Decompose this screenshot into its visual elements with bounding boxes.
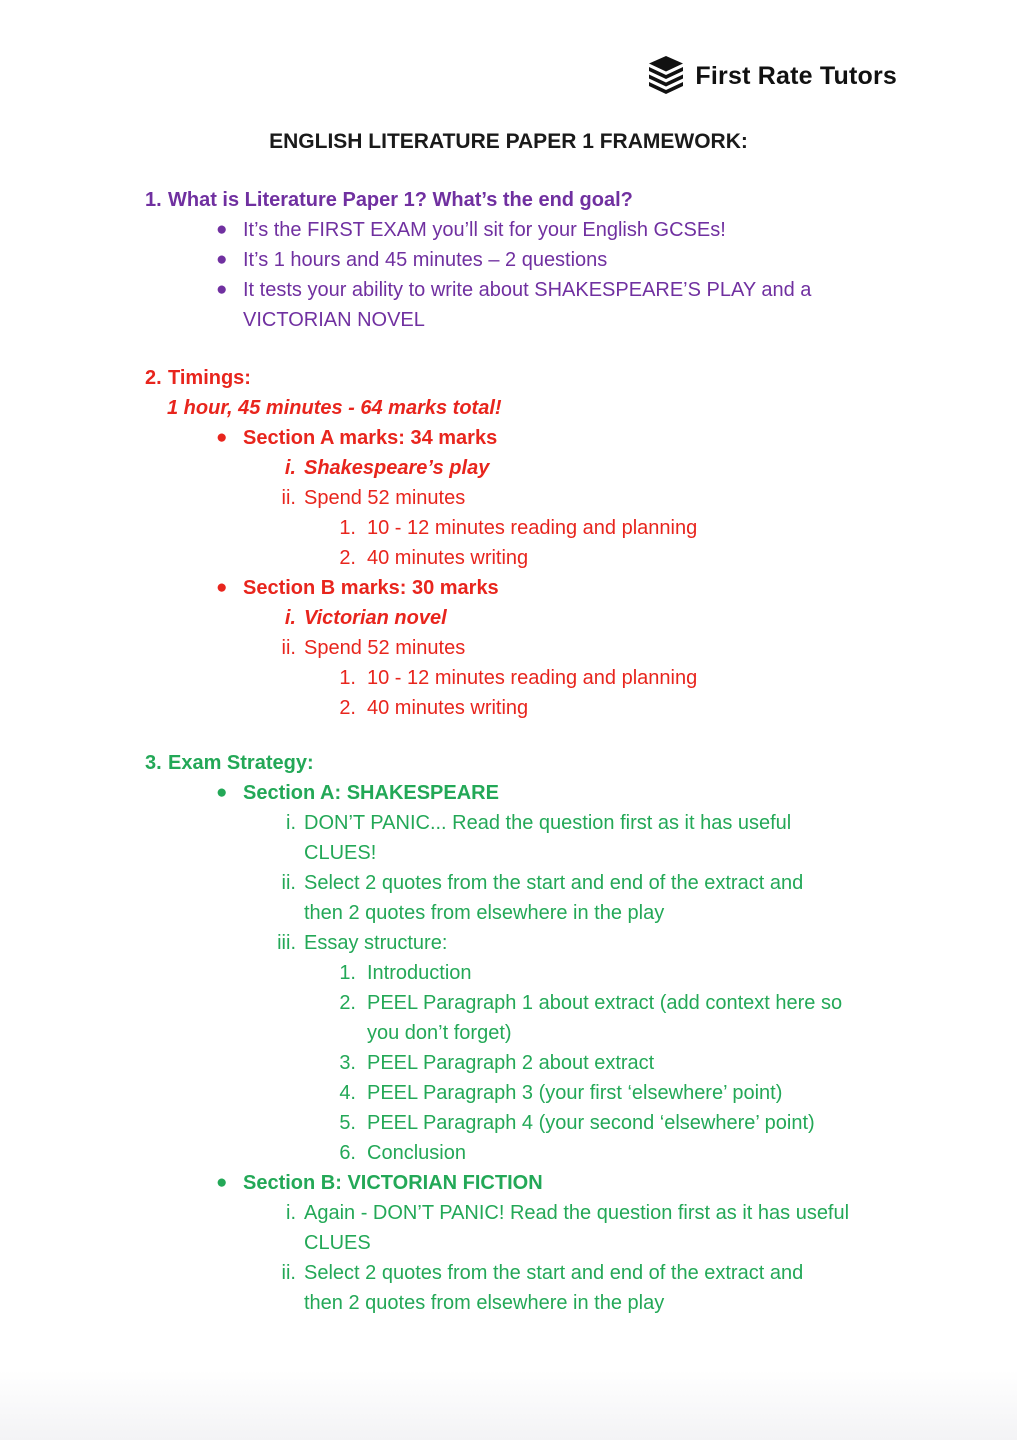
list-item-text: Select 2 quotes from the start and end of the extract and then 2 quotes from elsewhere in the play (304, 872, 804, 924)
list-item-text: Section A: SHAKESPEARE (243, 782, 499, 804)
list-item-text: Section B marks: 30 marks (243, 577, 499, 599)
list-item (0, 483, 1017, 513)
list-item (0, 1108, 1017, 1138)
list-number: 3. (145, 752, 162, 774)
number-marker: 3. (339, 1052, 356, 1074)
bullet-icon: ● (216, 782, 228, 803)
list-item (0, 778, 1017, 808)
subheading-text: 1 hour, 45 minutes - 64 marks total! (167, 397, 502, 419)
list-item-text: Section A marks: 34 marks (243, 427, 498, 449)
bullet-icon: ● (216, 219, 228, 240)
list-item (0, 868, 1017, 928)
list-item-text: 10 - 12 minutes reading and planning (367, 667, 698, 689)
roman-marker: ii. (281, 872, 296, 894)
list-item-text: Essay structure: (304, 932, 448, 954)
section-subheading (0, 393, 1017, 423)
bullet-icon: ● (216, 427, 228, 448)
list-item-text: Introduction (367, 962, 472, 984)
number-marker: 1. (339, 962, 356, 984)
section-heading: Exam Strategy: (168, 752, 314, 774)
roman-marker: iii. (277, 932, 296, 954)
list-item (0, 1168, 1017, 1198)
section-heading-row (0, 748, 1017, 778)
list-item (0, 1198, 1017, 1258)
list-item-text: Spend 52 minutes (304, 637, 466, 659)
page-bottom-shadow (0, 1370, 1017, 1440)
roman-marker: ii. (281, 1262, 296, 1284)
roman-marker: i. (284, 457, 296, 479)
list-item (0, 808, 1017, 868)
list-item (0, 513, 1017, 543)
list-item-text: PEEL Paragraph 2 about extract (367, 1052, 655, 1074)
section-exam-strategy (0, 748, 1017, 1318)
list-item-text: Victorian novel (304, 607, 447, 629)
section-heading: Timings: (168, 367, 251, 389)
number-marker: 1. (339, 667, 356, 689)
list-number: 1. (145, 189, 162, 211)
list-item-text: It’s the FIRST EXAM you’ll sit for your English GCSEs! (243, 219, 726, 241)
list-item (0, 215, 1017, 245)
list-item (0, 573, 1017, 603)
number-marker: 5. (339, 1112, 356, 1134)
list-item (0, 988, 1017, 1048)
list-item (0, 958, 1017, 988)
list-item (0, 423, 1017, 453)
roman-marker: i. (286, 1202, 296, 1224)
bullet-icon: ● (216, 279, 228, 300)
bullet-icon: ● (216, 577, 228, 598)
list-item (0, 693, 1017, 723)
list-item-text: PEEL Paragraph 3 (your first ‘elsewhere’ point) (367, 1082, 783, 1104)
list-item-text: 10 - 12 minutes reading and planning (367, 517, 698, 539)
bullet-icon: ● (216, 1172, 228, 1193)
list-item-text: 40 minutes writing (367, 547, 529, 569)
list-item (0, 663, 1017, 693)
number-marker: 4. (339, 1082, 356, 1104)
list-item-text: Select 2 quotes from the start and end of the extract and then 2 quotes from elsewhere in the play (304, 1262, 804, 1314)
number-marker: 2. (339, 992, 356, 1014)
list-item-text: It’s 1 hours and 45 minutes – 2 questions (243, 249, 608, 271)
logo-text: First Rate Tutors (695, 61, 897, 90)
list-item-text: Shakespeare’s play (304, 457, 490, 479)
list-item (0, 543, 1017, 573)
number-marker: 2. (339, 547, 356, 569)
roman-marker: i. (286, 812, 296, 834)
number-marker: 1. (339, 517, 356, 539)
number-marker: 2. (339, 697, 356, 719)
roman-marker: ii. (281, 637, 296, 659)
list-item (0, 633, 1017, 663)
list-item-text: Again - DON’T PANIC! Read the question first as it has useful CLUES (304, 1202, 850, 1254)
list-item (0, 453, 1017, 483)
list-item (0, 245, 1017, 275)
logo (0, 54, 1017, 98)
roman-marker: ii. (281, 487, 296, 509)
page-title: ENGLISH LITERATURE PAPER 1 FRAMEWORK: (269, 130, 748, 153)
list-item (0, 1258, 1017, 1318)
list-item (0, 1138, 1017, 1168)
list-item-text: 40 minutes writing (367, 697, 529, 719)
section-timings (0, 363, 1017, 723)
books-stack-icon (646, 55, 686, 97)
section-heading: What is Literature Paper 1? What’s the end goal? (168, 189, 633, 211)
roman-marker: i. (284, 607, 296, 629)
list-item (0, 603, 1017, 633)
list-item-text: Spend 52 minutes (304, 487, 466, 509)
section-heading-row (0, 363, 1017, 393)
list-item (0, 928, 1017, 958)
list-item (0, 275, 1017, 335)
list-number: 2. (145, 367, 162, 389)
section-what-is-paper-1 (0, 185, 1017, 335)
list-item-text: DON’T PANIC... Read the question first as it has useful CLUES! (304, 812, 792, 864)
list-item-text: Conclusion (367, 1142, 466, 1164)
list-item-text: PEEL Paragraph 4 (your second ‘elsewhere’ point) (367, 1112, 815, 1134)
list-item (0, 1078, 1017, 1108)
list-item (0, 1048, 1017, 1078)
list-item-text: It tests your ability to write about SHAKESPEARE’S PLAY and a VICTORIAN NOVEL (243, 279, 812, 331)
list-item-text: PEEL Paragraph 1 about extract (add context here so you don’t forget) (367, 992, 843, 1044)
number-marker: 6. (339, 1142, 356, 1164)
section-heading-row (0, 185, 1017, 215)
bullet-icon: ● (216, 249, 228, 270)
list-item-text: Section B: VICTORIAN FICTION (243, 1172, 543, 1194)
